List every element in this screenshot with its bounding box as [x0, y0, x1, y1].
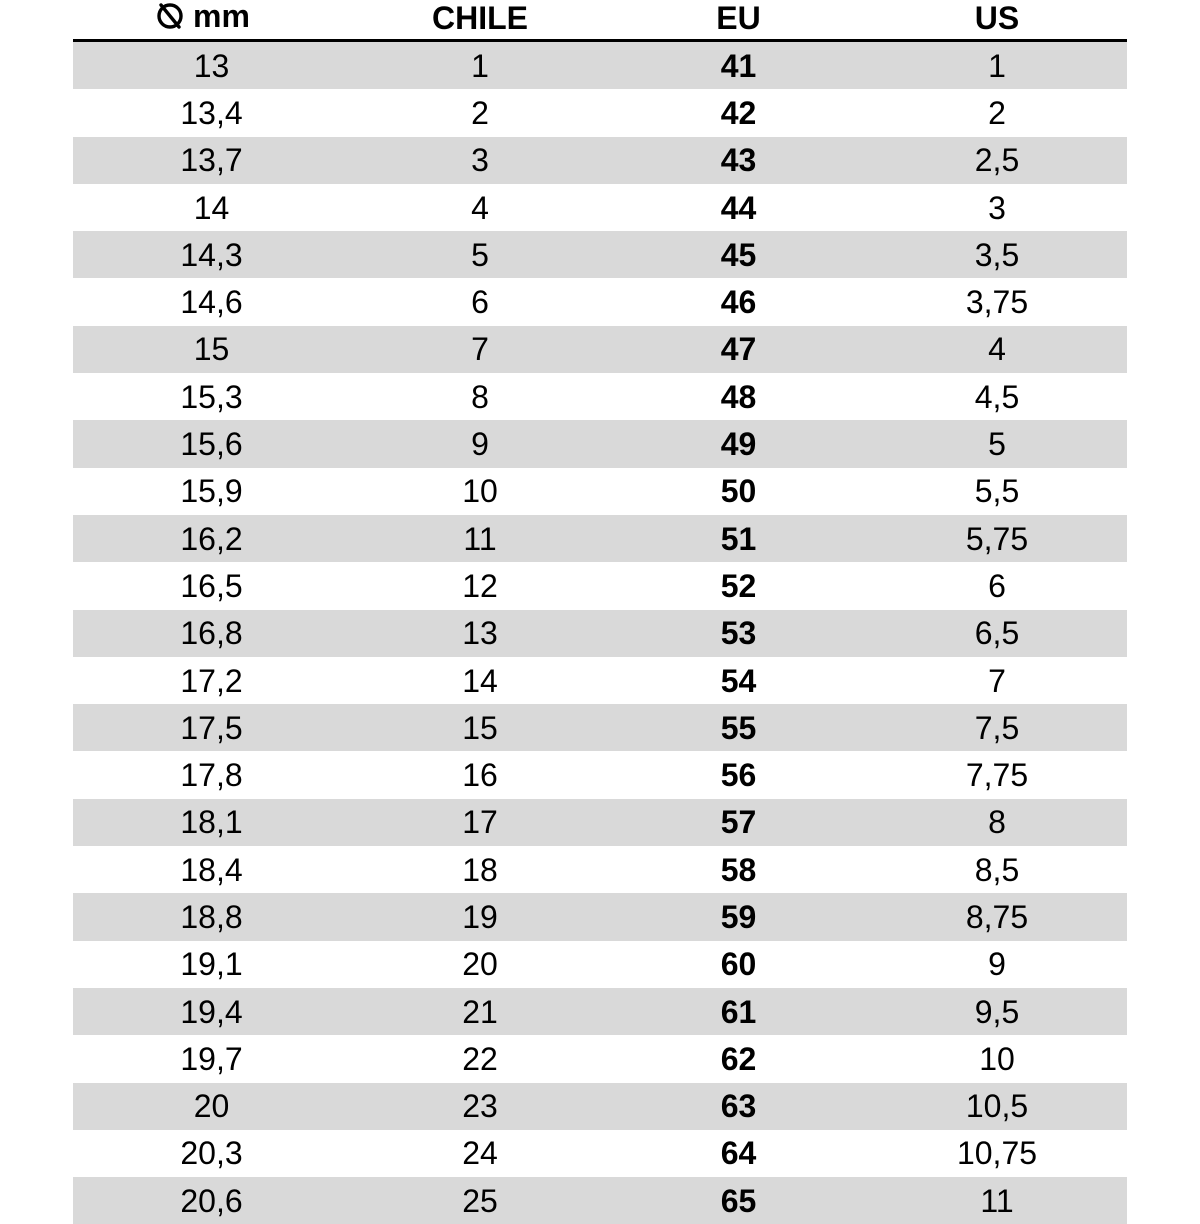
table-row: [73, 278, 1127, 325]
cell-mm: 17,5: [180, 709, 243, 746]
cell-mm: 14,6: [180, 284, 243, 321]
cell-eu: 45: [720, 236, 757, 273]
cell-eu: 51: [720, 520, 757, 557]
cell-mm: 17,2: [180, 662, 243, 699]
cell-mm: 18,8: [180, 898, 243, 935]
table-row: [73, 751, 1127, 798]
cell-eu: 53: [720, 615, 757, 652]
cell-us: 2: [988, 94, 1006, 131]
header-us: US: [974, 0, 1020, 36]
table-row: [73, 373, 1127, 420]
cell-chile: 17: [462, 804, 498, 841]
cell-chile: 12: [462, 567, 498, 604]
cell-chile: 2: [471, 94, 489, 131]
cell-us: 9: [988, 946, 1006, 983]
table-row: [73, 1035, 1127, 1082]
table-header-row: [73, 0, 1127, 42]
cell-chile: 19: [462, 898, 498, 935]
cell-chile: 8: [471, 378, 489, 415]
table-row: [73, 941, 1127, 988]
header-chile: CHILE: [432, 0, 528, 36]
cell-mm: 20,3: [180, 1135, 243, 1172]
cell-us: 5,5: [974, 473, 1020, 510]
cell-chile: 10: [462, 473, 498, 510]
cell-mm: 15,6: [180, 426, 243, 463]
cell-eu: 55: [720, 709, 757, 746]
cell-us: 1: [988, 47, 1006, 84]
cell-mm: 19,1: [180, 946, 243, 983]
cell-mm: 13,7: [180, 142, 243, 179]
cell-us: 8: [988, 804, 1006, 841]
cell-mm: 19,7: [180, 1040, 243, 1077]
cell-mm: 16,2: [180, 520, 243, 557]
cell-mm: 18,1: [180, 804, 243, 841]
cell-mm: 18,4: [180, 851, 243, 888]
cell-us: 3: [988, 189, 1006, 226]
cell-us: 6,5: [974, 615, 1020, 652]
cell-us: 10,5: [965, 1088, 1029, 1125]
cell-chile: 15: [462, 709, 498, 746]
table-row: [73, 420, 1127, 467]
table-row: [73, 610, 1127, 657]
cell-eu: 56: [720, 757, 757, 794]
cell-chile: 21: [462, 993, 498, 1030]
cell-eu: 47: [720, 331, 757, 368]
table-row: [73, 893, 1127, 940]
cell-us: 11: [980, 1182, 1014, 1219]
cell-chile: 11: [463, 520, 497, 557]
table-row: [73, 515, 1127, 562]
table-row: [73, 988, 1127, 1035]
cell-us: 3,5: [974, 236, 1020, 273]
table-row: [73, 1130, 1127, 1177]
cell-eu: 50: [720, 473, 757, 510]
cell-us: 2,5: [974, 142, 1020, 179]
cell-mm: 15,9: [180, 473, 243, 510]
cell-us: 4: [988, 331, 1006, 368]
cell-eu: 63: [720, 1088, 757, 1125]
cell-eu: 64: [720, 1135, 757, 1172]
cell-us: 8,75: [965, 898, 1029, 935]
cell-chile: 3: [471, 142, 489, 179]
cell-eu: 52: [720, 567, 757, 604]
table-row: [73, 137, 1127, 184]
cell-us: 9,5: [974, 993, 1020, 1030]
cell-us: 4,5: [974, 378, 1020, 415]
cell-eu: 48: [720, 378, 757, 415]
cell-chile: 14: [462, 662, 498, 699]
cell-mm: 20: [193, 1088, 230, 1125]
cell-mm: 13,4: [180, 94, 243, 131]
cell-us: 10: [979, 1040, 1015, 1077]
ring-size-table: [73, 0, 1127, 1224]
cell-us: 3,75: [965, 284, 1029, 321]
cell-mm: 14: [193, 189, 230, 226]
cell-chile: 5: [471, 236, 489, 273]
cell-chile: 18: [462, 851, 498, 888]
table-row: [73, 231, 1127, 278]
table-row: [73, 184, 1127, 231]
cell-eu: 46: [720, 284, 757, 321]
cell-eu: 41: [720, 47, 757, 84]
table-row: [73, 89, 1127, 136]
table-row: [73, 657, 1127, 704]
cell-eu: 60: [720, 946, 757, 983]
cell-eu: 65: [720, 1182, 757, 1219]
cell-eu: 43: [720, 142, 757, 179]
table-row: [73, 326, 1127, 373]
table-row: [73, 799, 1127, 846]
cell-mm: 17,8: [180, 757, 243, 794]
cell-chile: 25: [462, 1182, 498, 1219]
cell-chile: 6: [471, 284, 489, 321]
cell-mm: 15,3: [180, 378, 243, 415]
diameter-icon: [155, 1, 185, 31]
cell-eu: 54: [720, 662, 757, 699]
table-row: [73, 704, 1127, 751]
cell-us: 7: [988, 662, 1006, 699]
table-row: [73, 1083, 1127, 1130]
cell-eu: 49: [720, 426, 757, 463]
cell-chile: 13: [462, 615, 498, 652]
cell-mm: 15: [193, 331, 230, 368]
cell-mm: 14,3: [180, 236, 243, 273]
cell-eu: 42: [720, 94, 757, 131]
header-eu: EU: [716, 0, 761, 36]
cell-chile: 7: [471, 331, 489, 368]
cell-mm: 16,8: [180, 615, 243, 652]
cell-chile: 24: [462, 1135, 498, 1172]
cell-eu: 44: [720, 189, 757, 226]
cell-chile: 9: [471, 426, 489, 463]
table-row: [73, 1177, 1127, 1224]
cell-chile: 23: [462, 1088, 498, 1125]
header-mm-label: mm: [193, 0, 250, 34]
cell-chile: 20: [462, 946, 498, 983]
cell-eu: 59: [720, 898, 757, 935]
cell-chile: 4: [471, 189, 489, 226]
cell-us: 7,75: [965, 757, 1029, 794]
cell-chile: 22: [462, 1040, 498, 1077]
cell-us: 6: [988, 567, 1006, 604]
header-mm: [73, 0, 350, 36]
cell-eu: 62: [720, 1040, 757, 1077]
cell-eu: 58: [720, 851, 757, 888]
cell-chile: 16: [462, 757, 498, 794]
table-row: [73, 846, 1127, 893]
cell-mm: 13: [193, 47, 230, 84]
cell-us: 5: [988, 426, 1006, 463]
cell-eu: 57: [720, 804, 757, 841]
cell-chile: 1: [471, 47, 489, 84]
table-row: [73, 562, 1127, 609]
cell-mm: 16,5: [180, 567, 243, 604]
cell-us: 7,5: [974, 709, 1020, 746]
cell-mm: 20,6: [180, 1182, 243, 1219]
cell-us: 8,5: [974, 851, 1020, 888]
table-body: [73, 42, 1127, 1224]
cell-mm: 19,4: [180, 993, 243, 1030]
table-row: [73, 468, 1127, 515]
cell-us: 10,75: [956, 1135, 1038, 1172]
cell-us: 5,75: [965, 520, 1029, 557]
cell-eu: 61: [720, 993, 757, 1030]
table-row: [73, 42, 1127, 89]
